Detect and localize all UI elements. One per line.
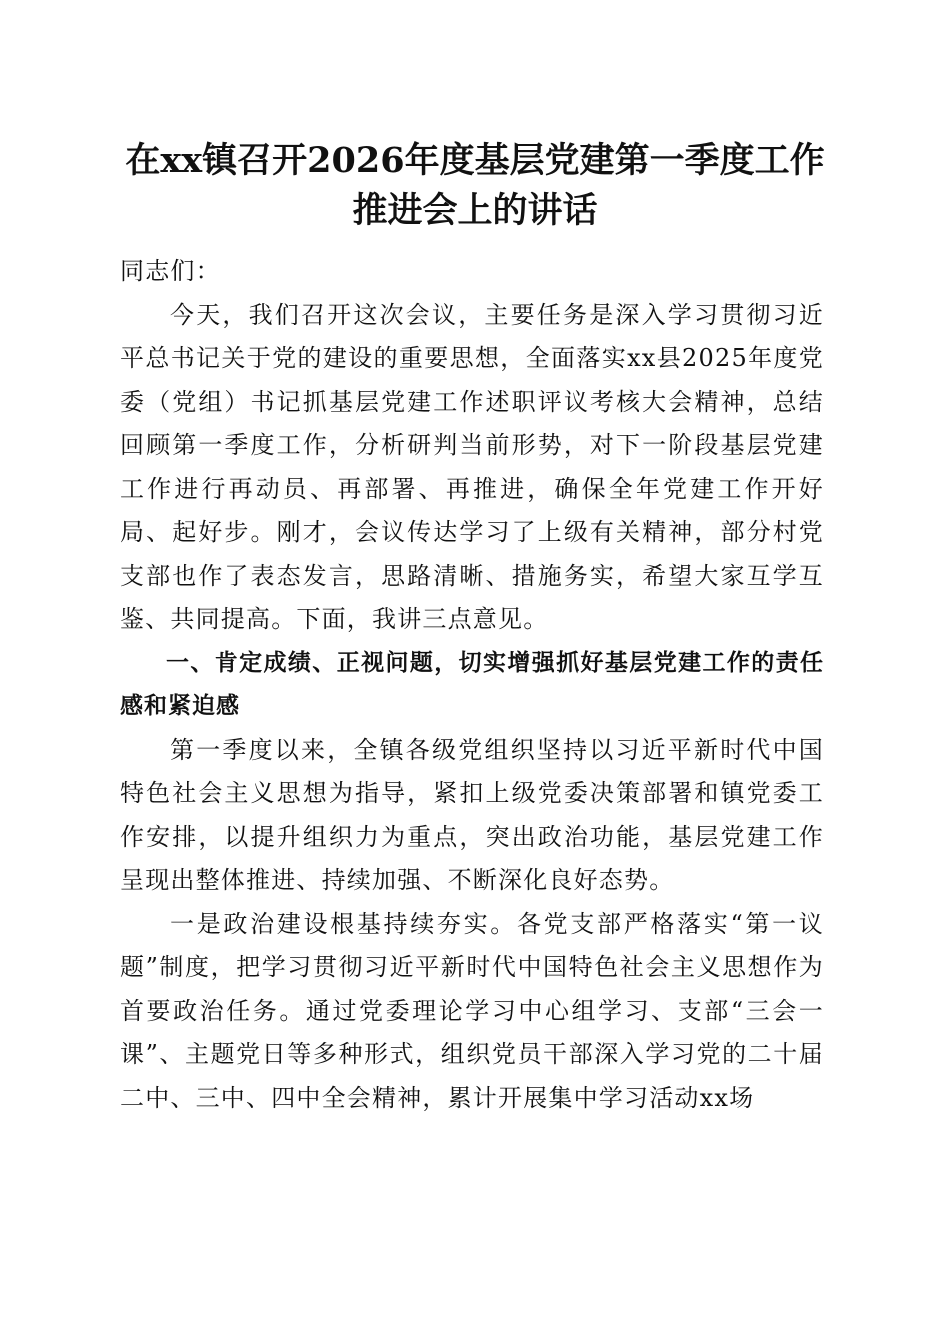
- title-line-2: 推进会上的讲话: [352, 190, 598, 231]
- point-1-paragraph: 一是政治建设根基持续夯实。各党支部严格落实“第一议题”制度，把学习贯彻习近平新时代中国特色社会主义思想作为首要政治任务。通过党委理论学习中心组学习、支部“三会一课”、主题党日等多种形式，组织党员干部深入学习党的二十届二中、三中、四中全会精神，累计开展集中学习活动xx场: [120, 909, 824, 1112]
- intro-paragraph: 今天，我们召开这次会议，主要任务是深入学习贯彻习近平总书记关于党的建设的重要思想，全面落实xx县2025年度党委（党组）书记抓基层党建工作述职评议考核大会精神，总结回顾第一季度工作，分析研判当前形势，对下一阶段基层党建工作进行再动员、再部署、再推进，确保全年党建工作开好局、起好步。刚才，会议传达学习了上级有关精神，部分村党支部也作了表态发言，思路清晰、措施务实，希望大家互学互鉴、共同提高。下面，我讲三点意见。: [120, 300, 824, 633]
- title-line-1: 在xx镇召开2026年度基层党建第一季度工作: [125, 140, 825, 181]
- document-title: [100, 136, 850, 236]
- section-heading-1: 一、肯定成绩、正视问题，切实增强抓好基层党建工作的责任感和紧迫感: [120, 649, 824, 719]
- section-1-paragraph: 第一季度以来，全镇各级党组织坚持以习近平新时代中国特色社会主义思想为指导，紧扣上级党委决策部署和镇党委工作安排，以提升组织力为重点，突出政治功能，基层党建工作呈现出整体推进、持续加强、不断深化良好态势。: [120, 735, 824, 894]
- document-body: [120, 250, 824, 1120]
- salutation: 同志们：: [120, 257, 221, 285]
